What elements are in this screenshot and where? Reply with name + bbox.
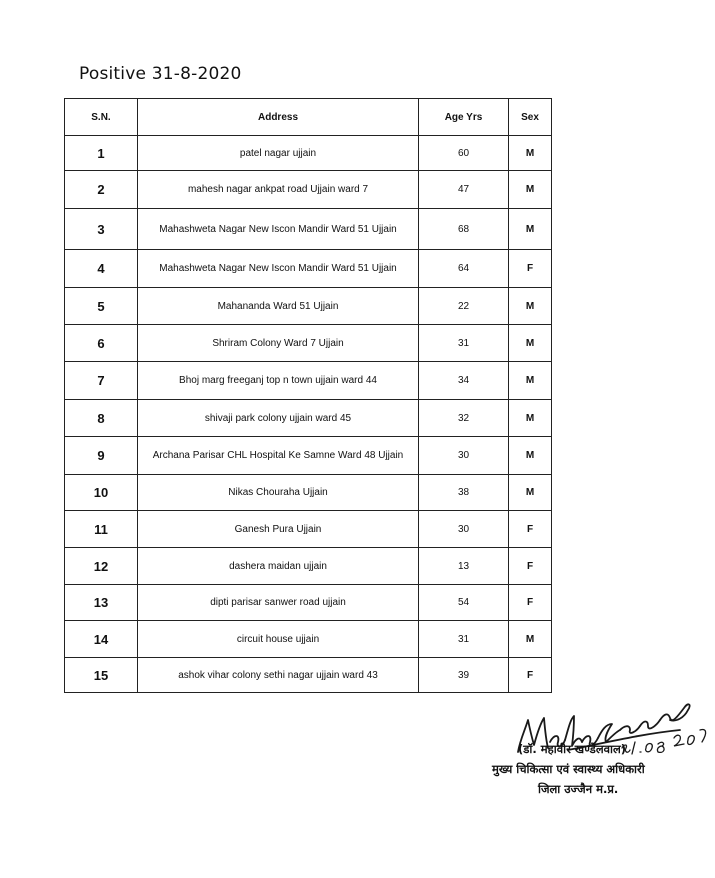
cell-serial-number: 2 <box>65 171 138 209</box>
cell-address: Shriram Colony Ward 7 Ujjain <box>138 325 419 362</box>
officer-name: (डॉ. महावीर खण्डेलवाल) <box>518 742 627 756</box>
table-row <box>65 362 552 400</box>
cell-address: dipti parisar sanwer road ujjain <box>138 585 419 621</box>
header-sn: S.N. <box>65 99 138 136</box>
cell-age: 47 <box>419 171 509 209</box>
cell-address: Bhoj marg freeganj top n town ujjain ward 44 <box>138 362 419 400</box>
cell-age: 60 <box>419 136 509 171</box>
cell-serial-number: 8 <box>65 400 138 437</box>
cell-sex: M <box>509 621 552 658</box>
header-sex: Sex <box>509 99 552 136</box>
cell-serial-number: 11 <box>65 511 138 548</box>
cell-sex: M <box>509 325 552 362</box>
cell-age: 38 <box>419 475 509 511</box>
cell-address: patel nagar ujjain <box>138 136 419 171</box>
cell-serial-number: 4 <box>65 250 138 288</box>
table-row <box>65 171 552 209</box>
cell-age: 39 <box>419 658 509 693</box>
cell-address: Ganesh Pura Ujjain <box>138 511 419 548</box>
cell-sex: F <box>509 511 552 548</box>
cell-serial-number: 5 <box>65 288 138 325</box>
cell-sex: M <box>509 136 552 171</box>
cell-age: 22 <box>419 288 509 325</box>
cell-address: circuit house ujjain <box>138 621 419 658</box>
header-address: Address <box>138 99 419 136</box>
cell-age: 32 <box>419 400 509 437</box>
cell-address: shivaji park colony ujjain ward 45 <box>138 400 419 437</box>
table-row <box>65 288 552 325</box>
cell-serial-number: 9 <box>65 437 138 475</box>
table-header-row <box>65 99 552 136</box>
cell-sex: M <box>509 400 552 437</box>
cell-serial-number: 14 <box>65 621 138 658</box>
cell-sex: F <box>509 585 552 621</box>
table-row <box>65 658 552 693</box>
table-row <box>65 136 552 171</box>
cell-address: ashok vihar colony sethi nagar ujjain ward 43 <box>138 658 419 693</box>
officer-location: जिला उज्जैन म.प्र. <box>538 782 619 796</box>
cell-age: 13 <box>419 548 509 585</box>
cell-age: 30 <box>419 511 509 548</box>
cell-age: 68 <box>419 209 509 250</box>
cell-address: dashera maidan ujjain <box>138 548 419 585</box>
cell-address: Nikas Chouraha Ujjain <box>138 475 419 511</box>
table-row <box>65 250 552 288</box>
cell-serial-number: 7 <box>65 362 138 400</box>
cell-sex: F <box>509 250 552 288</box>
cell-serial-number: 12 <box>65 548 138 585</box>
header-age: Age Yrs <box>419 99 509 136</box>
cell-age: 31 <box>419 621 509 658</box>
cell-sex: M <box>509 288 552 325</box>
table-row <box>65 585 552 621</box>
cell-age: 30 <box>419 437 509 475</box>
cell-age: 64 <box>419 250 509 288</box>
cell-serial-number: 3 <box>65 209 138 250</box>
table-row <box>65 209 552 250</box>
table-row <box>65 325 552 362</box>
cell-age: 34 <box>419 362 509 400</box>
cell-serial-number: 1 <box>65 136 138 171</box>
signature-block <box>470 690 715 820</box>
cell-serial-number: 15 <box>65 658 138 693</box>
cell-age: 54 <box>419 585 509 621</box>
table-row <box>65 437 552 475</box>
cell-sex: F <box>509 658 552 693</box>
cell-address: Archana Parisar CHL Hospital Ke Samne Ward 48 Ujjain <box>138 437 419 475</box>
table-row <box>65 400 552 437</box>
cell-serial-number: 6 <box>65 325 138 362</box>
cell-serial-number: 10 <box>65 475 138 511</box>
cell-sex: M <box>509 475 552 511</box>
table-row <box>65 475 552 511</box>
cell-sex: M <box>509 362 552 400</box>
table-row <box>65 621 552 658</box>
cell-serial-number: 13 <box>65 585 138 621</box>
cell-sex: M <box>509 437 552 475</box>
cell-sex: M <box>509 209 552 250</box>
cell-address: Mahashweta Nagar New Iscon Mandir Ward 51 Ujjain <box>138 209 419 250</box>
document-title: Positive 31-8-2020 <box>79 64 242 84</box>
officer-designation: मुख्य चिकित्सा एवं स्वास्थ्य अधिकारी <box>492 762 645 776</box>
cell-address: Mahashweta Nagar New Iscon Mandir Ward 51 Ujjain <box>138 250 419 288</box>
cell-address: Mahananda Ward 51 Ujjain <box>138 288 419 325</box>
table-row <box>65 548 552 585</box>
cell-sex: F <box>509 548 552 585</box>
patients-table <box>64 98 552 693</box>
cell-address: mahesh nagar ankpat road Ujjain ward 7 <box>138 171 419 209</box>
cell-age: 31 <box>419 325 509 362</box>
cell-sex: M <box>509 171 552 209</box>
table-row <box>65 511 552 548</box>
